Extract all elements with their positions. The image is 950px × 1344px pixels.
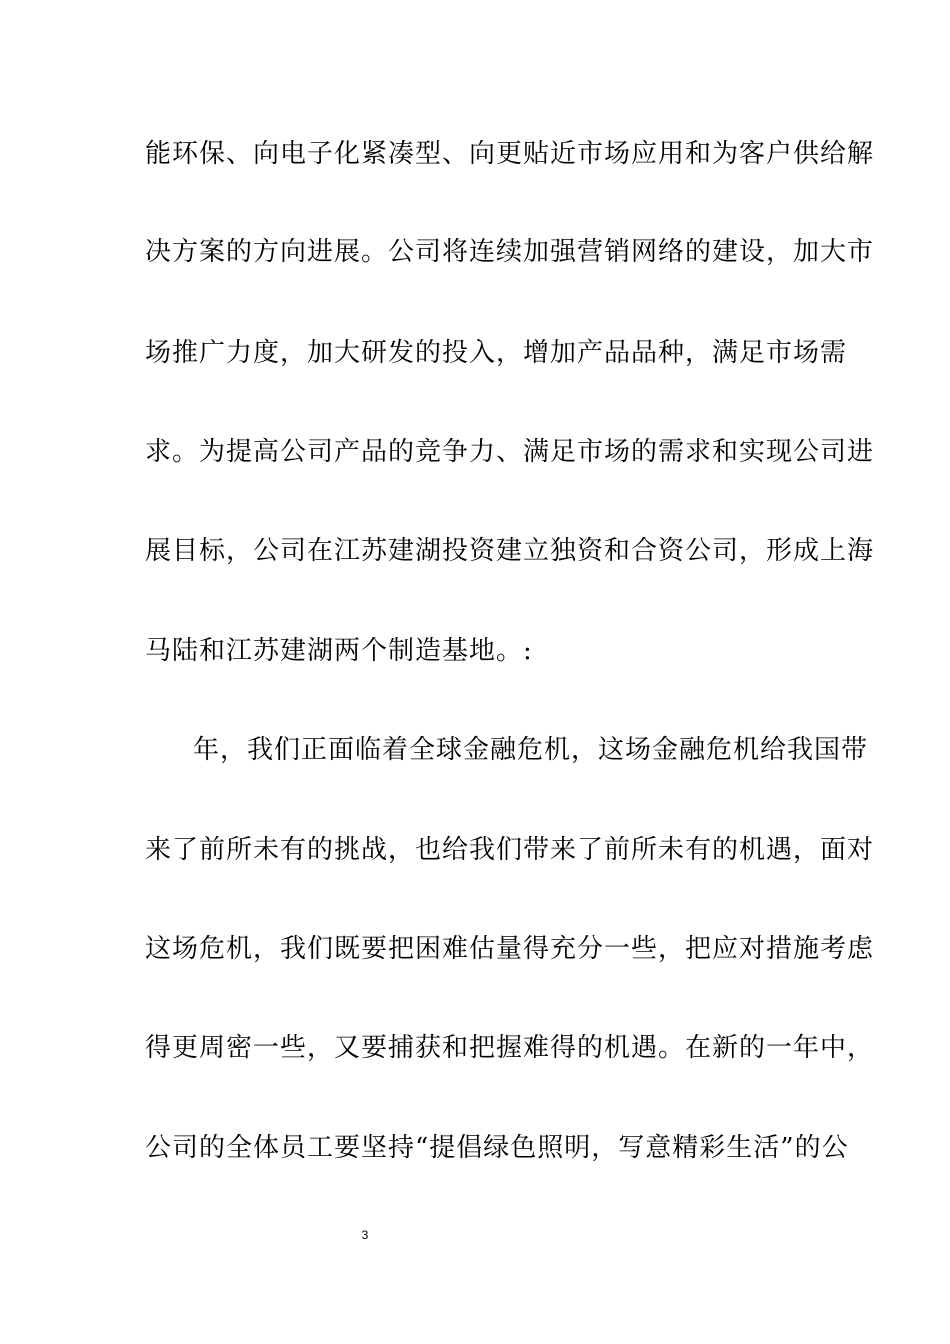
- page-number: 3: [361, 1228, 369, 1242]
- text-line: 决方案的方向进展。公司将连续加强营销网络的建设，加大市: [145, 237, 875, 267]
- text-line: 求。为提高公司产品的竞争力、满足市场的需求和实现公司进: [145, 437, 875, 467]
- text-line: 展目标，公司在江苏建湖投资建立独资和合资公司，形成上海: [145, 536, 875, 566]
- text-line: 能环保、向电子化紧凑型、向更贴近市场应用和为客户供给解: [145, 139, 875, 169]
- text-line: 得更周密一些，又要捕获和把握难得的机遇。在新的一年中，: [145, 1033, 875, 1063]
- paragraph-first-line: 年，我们正面临着全球金融危机，这场金融危机给我国带: [193, 735, 869, 765]
- text-line: 来了前所未有的挑战，也给我们带来了前所未有的机遇，面对: [145, 835, 875, 865]
- text-line: 场推广力度，加大研发的投入，增加产品品种，满足市场需: [145, 338, 848, 368]
- text-line: 这场危机，我们既要把困难估量得充分一些，把应对措施考虑: [145, 934, 875, 964]
- text-line: 马陆和江苏建湖两个制造基地。:: [145, 636, 533, 666]
- text-line: 公司的全体员工要坚持“提倡绿色照明，写意精彩生活”的公: [145, 1133, 849, 1163]
